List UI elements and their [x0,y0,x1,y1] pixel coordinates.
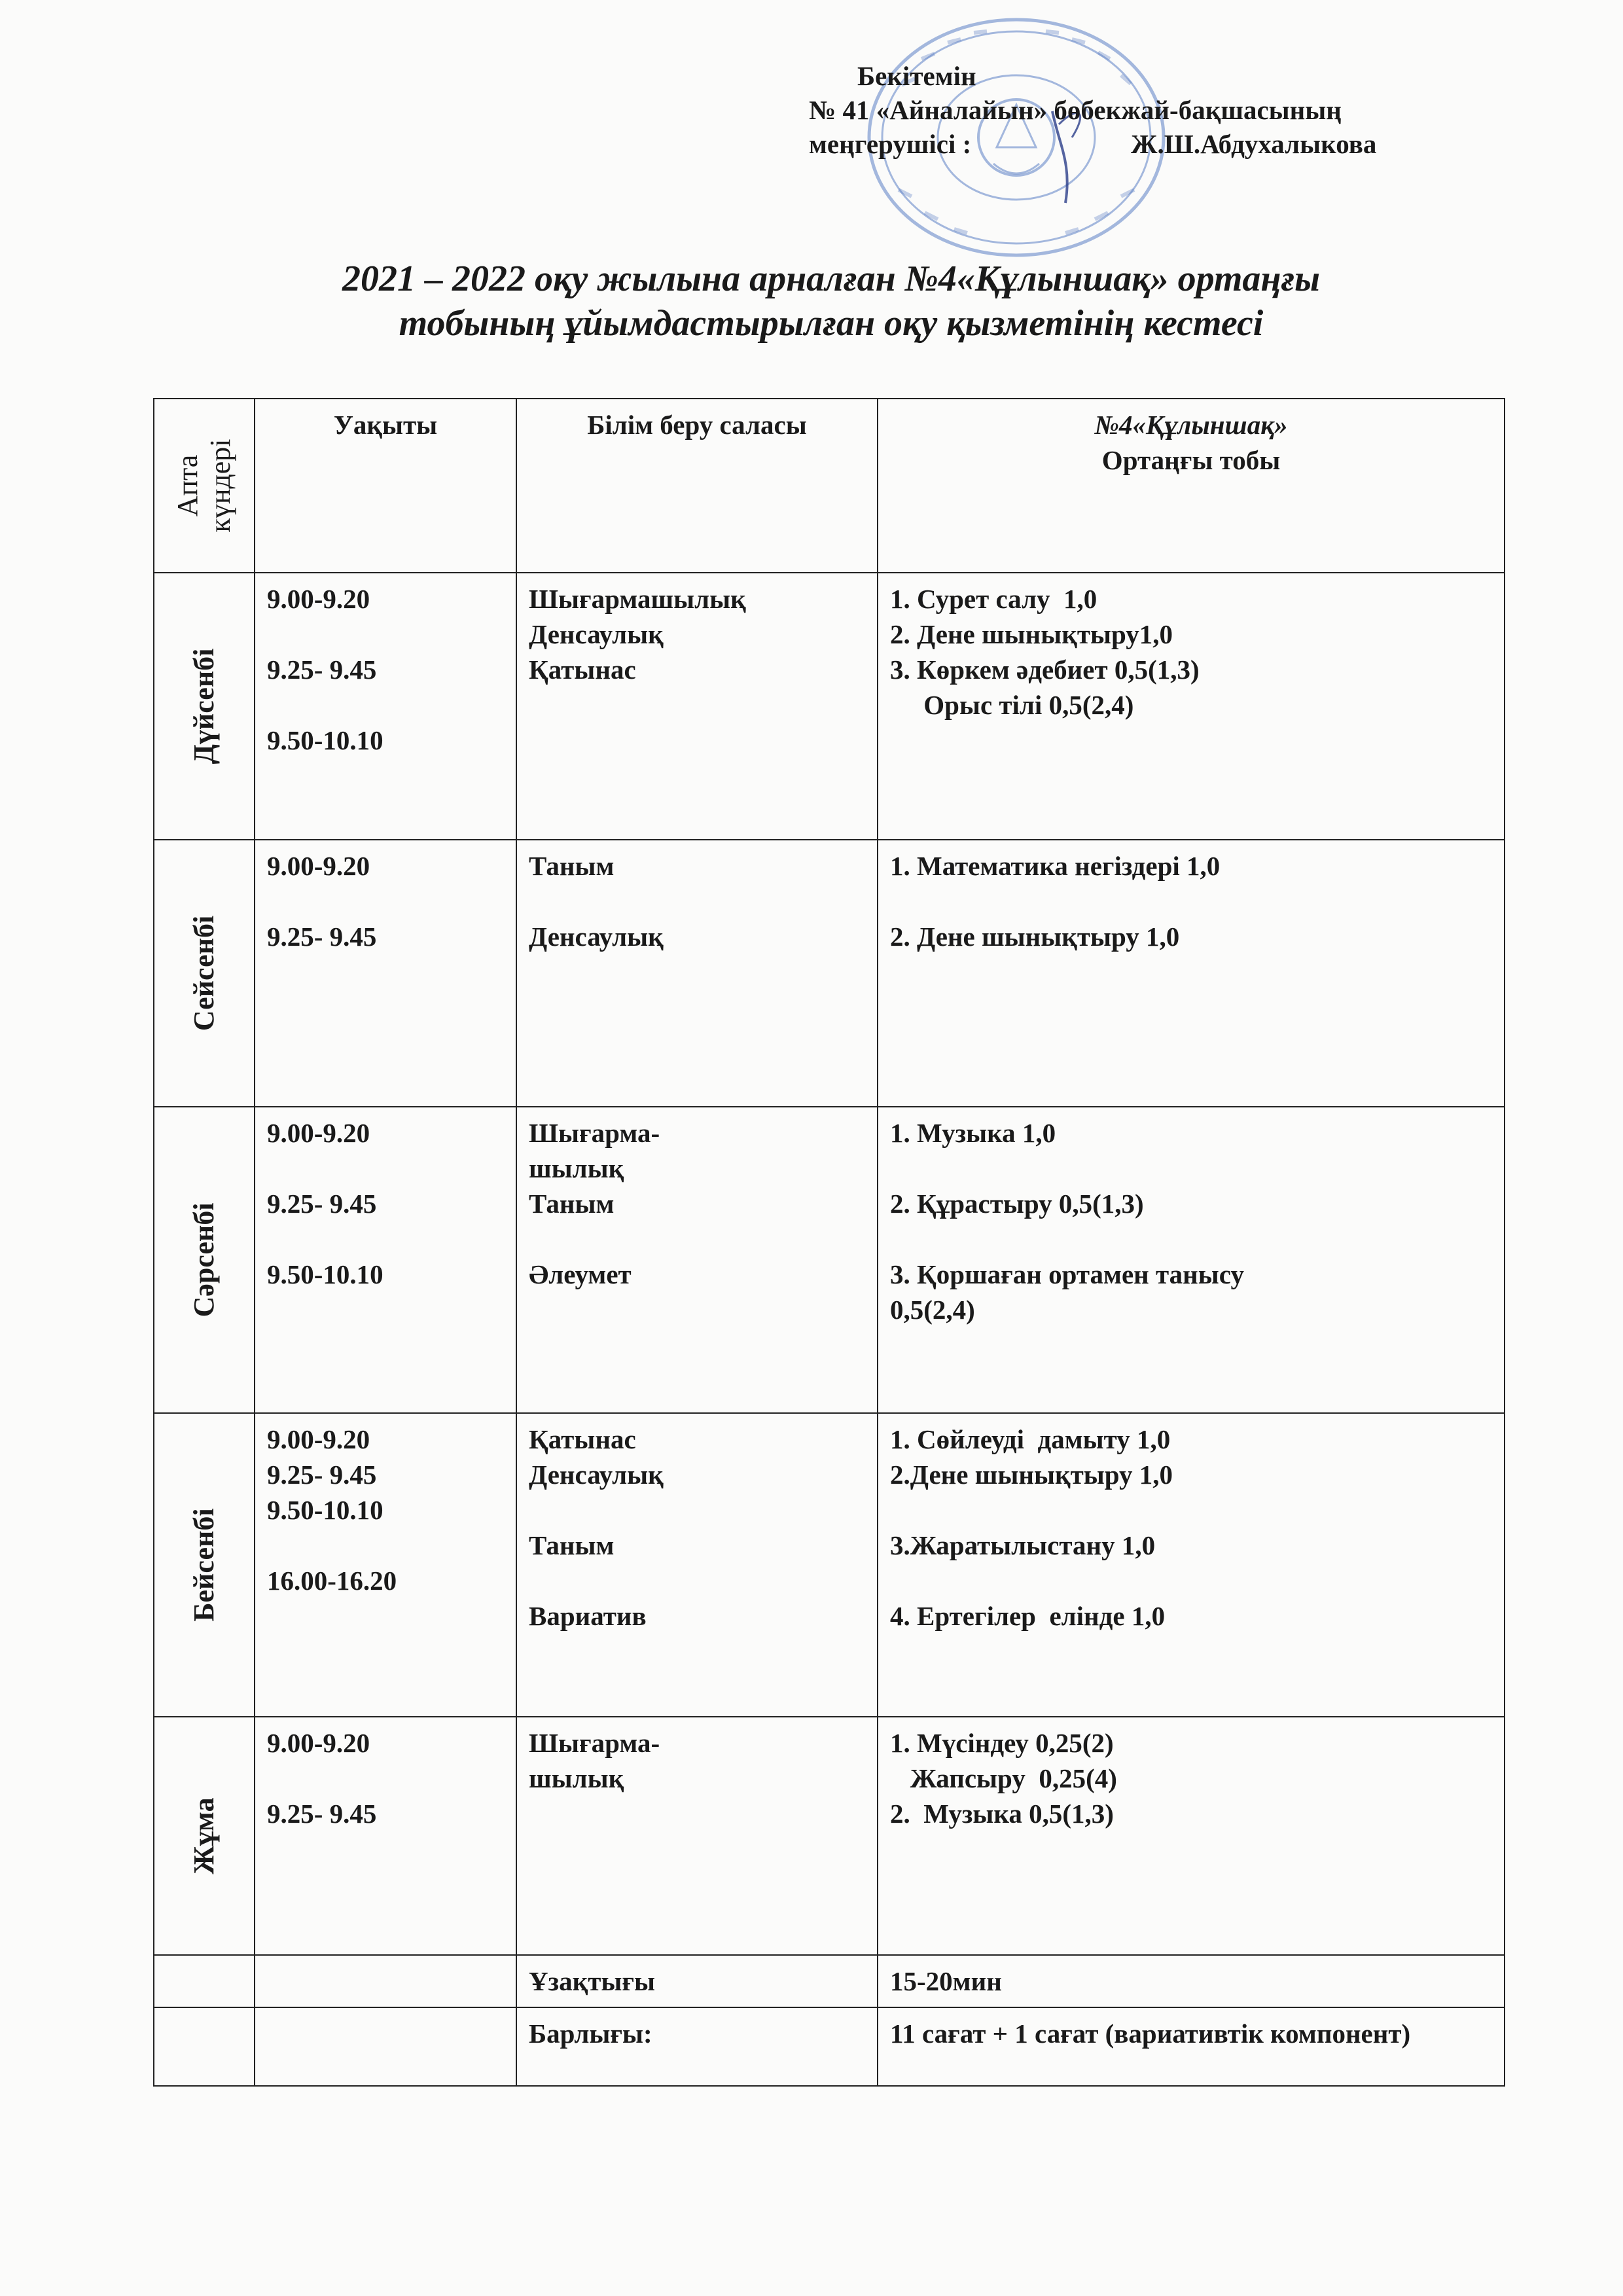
cell-line [890,1563,1492,1598]
empty-cell [255,2007,516,2086]
cell-line: Қатынас [529,655,636,685]
cell-line: 9.25- 9.45 [267,1189,377,1219]
cell-line [267,1151,504,1186]
table-row [154,1413,1505,1717]
cell-line: 16.00-16.20 [267,1566,397,1596]
time-cell [255,1717,516,1955]
cell-line: Денсаулық [529,922,664,952]
cell-line: Әлеумет [529,1259,632,1289]
cell-line: шылық [529,1153,624,1183]
cell-line: 1. Сурет салу 1,0 [890,584,1097,614]
cell-line [267,1221,504,1257]
day-cell [154,573,255,840]
day-label: Сейсенбі [188,915,220,1031]
cell-line [529,1492,865,1528]
table-row [154,573,1505,840]
cell-line: 2. Музыка 0,5(1,3) [890,1799,1114,1829]
duration-label: Ұзақтығы [516,1955,878,2007]
header-days-line1: Апта [171,454,204,517]
cell-line: Денсаулық [529,1460,664,1490]
cell-line: 2. Дене шынықтыру1,0 [890,619,1173,649]
cell-line [529,884,865,919]
cell-line: 2.Дене шынықтыру 1,0 [890,1460,1173,1490]
cell-line [890,1221,1492,1257]
approval-name: Ж.Ш.Абдухалыкова [1131,129,1377,159]
subject-cell [878,1413,1505,1717]
title-line-1: 2021 – 2022 оқу жылына арналған №4«Құлыншақ» ортаңғы [342,259,1321,299]
time-cell [255,573,516,840]
header-days-line2: күндері [204,439,236,533]
table-row [154,840,1505,1107]
cell-line [890,1151,1492,1186]
cell-line: 4. Ертегілер елінде 1,0 [890,1601,1166,1631]
cell-line: 3. Қоршаған ортамен танысу [890,1259,1244,1289]
cell-line: 1. Мүсіндеу 0,25(2) [890,1728,1114,1758]
approval-role: меңгерушісі : [809,129,972,159]
time-cell [255,1413,516,1717]
area-cell [516,573,878,840]
cell-line: 1. Математика негіздері 1,0 [890,851,1221,881]
cell-line: 9.50-10.10 [267,725,383,755]
cell-line: Таным [529,851,615,881]
cell-line: 9.25- 9.45 [267,1460,377,1490]
cell-line: Вариатив [529,1601,647,1631]
day-cell [154,1717,255,1955]
cell-line: 9.50-10.10 [267,1495,383,1525]
cell-line: Жапсыру 0,25(4) [890,1763,1117,1793]
approval-signatory [809,127,1377,161]
cell-line: Орыс тілі 0,5(2,4) [890,690,1134,720]
cell-line [529,1563,865,1598]
cell-line: 9.25- 9.45 [267,922,377,952]
area-cell [516,1413,878,1717]
area-cell [516,840,878,1107]
time-cell [255,840,516,1107]
cell-line: Қатынас [529,1424,636,1454]
approval-institution: № 41 «Айналайын» бөбекжай-бақшасының [809,95,1342,125]
cell-line: 0,5(2,4) [890,1295,975,1325]
day-cell [154,840,255,1107]
cell-line: 3.Жаратылыстану 1,0 [890,1530,1156,1560]
cell-line: 2. Құрастыру 0,5(1,3) [890,1189,1144,1219]
cell-line [890,1492,1492,1528]
day-cell [154,1107,255,1413]
subject-cell [878,573,1505,840]
cell-line: шылық [529,1763,624,1793]
cell-line: 9.00-9.20 [267,1424,370,1454]
subject-cell [878,1717,1505,1955]
table-header-row [154,399,1505,573]
area-cell [516,1717,878,1955]
cell-line: 3. Көркем әдебиет 0,5(1,3) [890,655,1200,685]
cell-line: 9.00-9.20 [267,584,370,614]
cell-line [267,884,504,919]
day-label: Сәрсенбі [188,1202,220,1318]
empty-cell [255,1955,516,2007]
total-value: 11 сағат + 1 сағат (вариативтік компонент) [878,2007,1505,2086]
table-row [154,1107,1505,1413]
cell-line: 9.00-9.20 [267,1118,370,1148]
area-cell [516,1107,878,1413]
cell-line [267,687,504,723]
page-title [196,257,1466,346]
header-days [154,399,255,573]
empty-cell [154,1955,255,2007]
schedule-table [153,398,1505,2087]
cell-line: 1. Музыка 1,0 [890,1118,1056,1148]
cell-line: Шығарма- [529,1118,660,1148]
title-line-2: тобының ұйымдастырылған оқу қызметінің кестесі [399,303,1264,344]
subject-cell [878,1107,1505,1413]
approval-title: Бекітемін [857,61,976,91]
header-area: Білім беру саласы [516,399,878,573]
day-label: Дүйсенбі [188,648,220,764]
day-label: Жұма [188,1797,220,1874]
cell-line: 2. Дене шынықтыру 1,0 [890,922,1180,952]
time-cell [255,1107,516,1413]
header-group [878,399,1505,573]
duration-row [154,1955,1505,2007]
cell-line: 9.25- 9.45 [267,1799,377,1829]
cell-line [267,617,504,652]
table-row [154,1717,1505,1955]
duration-value: 15-20мин [878,1955,1505,2007]
day-cell [154,1413,255,1717]
total-row [154,2007,1505,2086]
empty-cell [154,2007,255,2086]
subject-cell [878,840,1505,1107]
cell-line: Шығармашылық [529,584,746,614]
cell-line: Таным [529,1530,615,1560]
cell-line [267,1528,504,1563]
cell-line [267,1761,504,1796]
cell-line: Денсаулық [529,619,664,649]
total-label: Барлығы: [516,2007,878,2086]
cell-line: 1. Сөйлеуді дамыту 1,0 [890,1424,1171,1454]
cell-line [890,884,1492,919]
header-group-name: №4«Құлыншақ» [1094,410,1288,440]
cell-line [529,1221,865,1257]
cell-line: Шығарма- [529,1728,660,1758]
header-time: Уақыты [255,399,516,573]
day-label: Бейсенбі [188,1508,220,1622]
cell-line: 9.25- 9.45 [267,655,377,685]
cell-line: 9.50-10.10 [267,1259,383,1289]
cell-line: 9.00-9.20 [267,1728,370,1758]
cell-line: 9.00-9.20 [267,851,370,881]
header-group-level: Ортаңғы тобы [1101,445,1281,475]
cell-line: Таным [529,1189,615,1219]
